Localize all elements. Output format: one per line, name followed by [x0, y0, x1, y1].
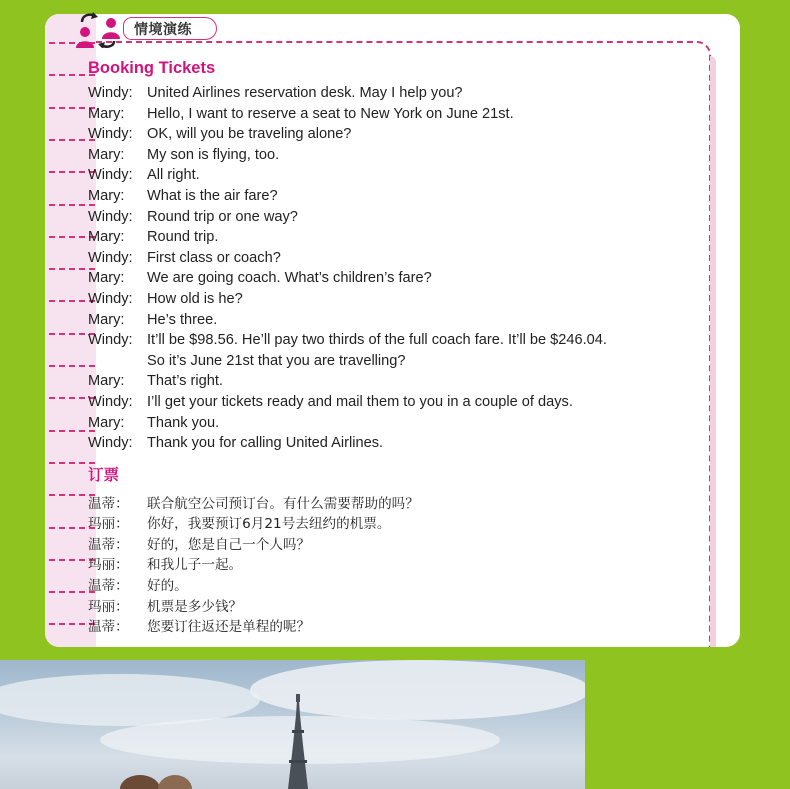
speaker-label: Windy:	[88, 435, 133, 452]
chinese-line	[88, 576, 668, 597]
dialog-text: Hello, I want to reserve a seat to New York on June 21st.	[147, 105, 514, 122]
speaker-label: 温蒂：	[88, 578, 129, 595]
speaker-label: Windy:	[88, 290, 133, 307]
eiffel-tower-photo	[0, 660, 585, 789]
speaker-label: Mary:	[88, 146, 125, 163]
dialog-text: 好的。	[147, 578, 188, 595]
speaker-label: Windy:	[88, 126, 133, 143]
speaker-label: Windy:	[88, 393, 133, 410]
speaker-label: Windy:	[88, 332, 133, 349]
english-line	[88, 145, 668, 166]
chinese-title: 订票	[88, 466, 120, 484]
chinese-line	[88, 494, 668, 515]
speaker-label: 玛丽：	[88, 598, 129, 615]
speaker-label: 温蒂：	[88, 536, 129, 553]
english-line	[88, 413, 668, 434]
english-line	[88, 289, 668, 310]
speaker-label	[88, 351, 147, 372]
english-dialog	[88, 83, 668, 454]
speaker-label: 温蒂：	[88, 619, 129, 636]
dialog-text: United Airlines reservation desk. May I help you?	[147, 85, 463, 101]
frame-shadow	[710, 56, 716, 647]
chinese-line	[88, 514, 668, 535]
chinese-line	[88, 597, 668, 618]
dialog-text: 您要订往返还是单程的呢？	[147, 619, 311, 636]
speaker-label: Windy:	[88, 85, 133, 101]
english-line	[88, 207, 668, 228]
speaker-label: 温蒂：	[88, 495, 129, 512]
english-line	[88, 310, 668, 331]
dialog-text: Round trip.	[147, 229, 219, 246]
english-line	[88, 124, 668, 145]
dialog-text: Round trip or one way?	[147, 208, 298, 225]
speaker-label: 玛丽：	[88, 516, 129, 533]
english-line	[88, 330, 668, 351]
content	[88, 56, 668, 638]
dialog-text: What is the air fare?	[147, 187, 278, 204]
english-line	[88, 165, 668, 186]
speaker-label: Mary:	[88, 270, 125, 287]
english-line	[88, 392, 668, 413]
dialog-text: So it’s June 21st that you are travelling?	[147, 352, 406, 369]
english-line	[88, 351, 668, 372]
dialog-text: 机票是多少钱？	[147, 598, 243, 615]
chinese-line	[88, 555, 668, 576]
dialog-text: We are going coach. What’s children’s fare?	[147, 270, 432, 287]
speaker-label: Mary:	[88, 414, 125, 431]
dialog-text: He’s three.	[147, 311, 218, 328]
chinese-dialog	[88, 494, 668, 638]
english-line	[88, 104, 668, 125]
dialog-text: All right.	[147, 167, 200, 184]
section-tab-label: 情境演练	[134, 21, 192, 37]
english-line	[88, 248, 668, 269]
speaker-label: Windy:	[88, 208, 133, 225]
english-line	[88, 83, 668, 104]
dialog-text: 好的，您是自己一个人吗？	[147, 536, 311, 553]
dialog-text: It’ll be $98.56. He’ll pay two thirds of the full coach fare. It’ll be $246.04.	[147, 332, 607, 349]
english-line	[88, 268, 668, 289]
english-line	[88, 433, 668, 454]
speaker-label: Mary:	[88, 187, 125, 204]
speaker-label: Windy:	[88, 249, 133, 266]
dialog-text: 和我儿子一起。	[147, 557, 243, 574]
dialog-text: Thank you.	[147, 414, 220, 431]
english-title: Booking Tickets	[88, 59, 216, 77]
dialog-text: First class or coach?	[147, 249, 281, 266]
english-line	[88, 186, 668, 207]
chinese-line	[88, 617, 668, 638]
english-line	[88, 227, 668, 248]
english-line	[88, 371, 668, 392]
dialog-text: 你好，我要预订6月21号去纽约的机票。	[147, 516, 391, 533]
speaker-label: Mary:	[88, 373, 125, 390]
speaker-label: Windy:	[88, 167, 133, 184]
speaker-label: Mary:	[88, 311, 125, 328]
chinese-line	[88, 535, 668, 556]
dialog-text: I’ll get your tickets ready and mail them to you in a couple of days.	[147, 393, 573, 410]
dialog-text: How old is he?	[147, 290, 243, 307]
people-exchange-icon	[74, 10, 122, 48]
photo-illustration	[0, 660, 585, 789]
dialog-text: Thank you for calling United Airlines.	[147, 435, 384, 452]
speaker-label: 玛丽：	[88, 557, 129, 574]
dialog-text: 联合航空公司预订台。有什么需要帮助的吗？	[147, 495, 419, 512]
speaker-label: Mary:	[88, 229, 125, 246]
dialog-text: OK, will you be traveling alone?	[147, 126, 352, 143]
speaker-label: Mary:	[88, 105, 125, 122]
dialog-text: My son is flying, too.	[147, 146, 280, 163]
dialog-text: That’s right.	[147, 373, 223, 390]
